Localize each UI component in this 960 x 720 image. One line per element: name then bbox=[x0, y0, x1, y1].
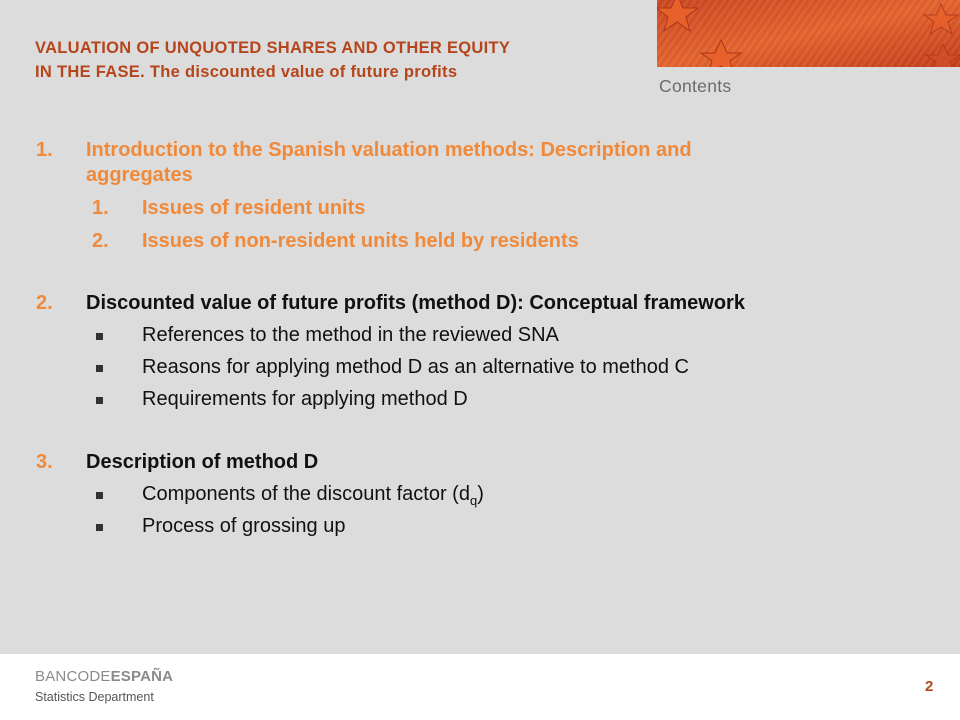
bullet-square-icon bbox=[96, 397, 103, 404]
bullet-square-icon bbox=[96, 365, 103, 372]
section2-title: Discounted value of future profits (method D): Conceptual framework bbox=[86, 292, 745, 314]
slide-header-title bbox=[35, 36, 645, 84]
discount-factor-suffix: ) bbox=[477, 483, 484, 505]
section1-item: Issues of resident units bbox=[142, 197, 366, 219]
bullet-square-icon bbox=[96, 524, 103, 531]
header-title-line2: IN THE FASE. The discounted value of future profits bbox=[35, 63, 458, 81]
banco-de-espana-logo bbox=[35, 668, 173, 685]
section2-item: References to the method in the reviewed SNA bbox=[142, 324, 559, 346]
bullet-square-icon bbox=[96, 333, 103, 340]
section2-item: Requirements for applying method D bbox=[142, 388, 468, 410]
eu-flag-stars-icon bbox=[657, 0, 960, 67]
logo-part-espana: ESPAÑA bbox=[110, 668, 174, 685]
bullet-square-icon bbox=[96, 492, 103, 499]
section1-item: Issues of non-resident units held by residents bbox=[142, 230, 579, 252]
section2-number: 2. bbox=[36, 292, 53, 314]
section2-item: Reasons for applying method D as an alternative to method C bbox=[142, 356, 689, 378]
section1-number: 1. bbox=[36, 139, 53, 161]
discount-factor-subscript: q bbox=[469, 493, 478, 508]
section-label-contents: Contents bbox=[659, 76, 732, 96]
section1-item-number: 2. bbox=[92, 230, 109, 252]
section3-item: Process of grossing up bbox=[142, 515, 346, 537]
logo-part-de: DE bbox=[89, 668, 111, 685]
section3-title: Description of method D bbox=[86, 451, 319, 473]
footer-department: Statistics Department bbox=[35, 690, 154, 704]
section1-title-line2: aggregates bbox=[86, 164, 193, 186]
page-number: 2 bbox=[925, 678, 934, 695]
logo-part-banco: BANCO bbox=[35, 668, 90, 685]
discount-factor-prefix: Components of the discount factor (d bbox=[142, 483, 470, 505]
section1-item-number: 1. bbox=[92, 197, 109, 219]
header-title-line1: VALUATION OF UNQUOTED SHARES AND OTHER EQUITY bbox=[35, 39, 511, 57]
section3-number: 3. bbox=[36, 451, 53, 473]
section3-item-discount-factor bbox=[142, 483, 484, 508]
section1-title-line1: Introduction to the Spanish valuation methods: Description and bbox=[86, 139, 692, 161]
